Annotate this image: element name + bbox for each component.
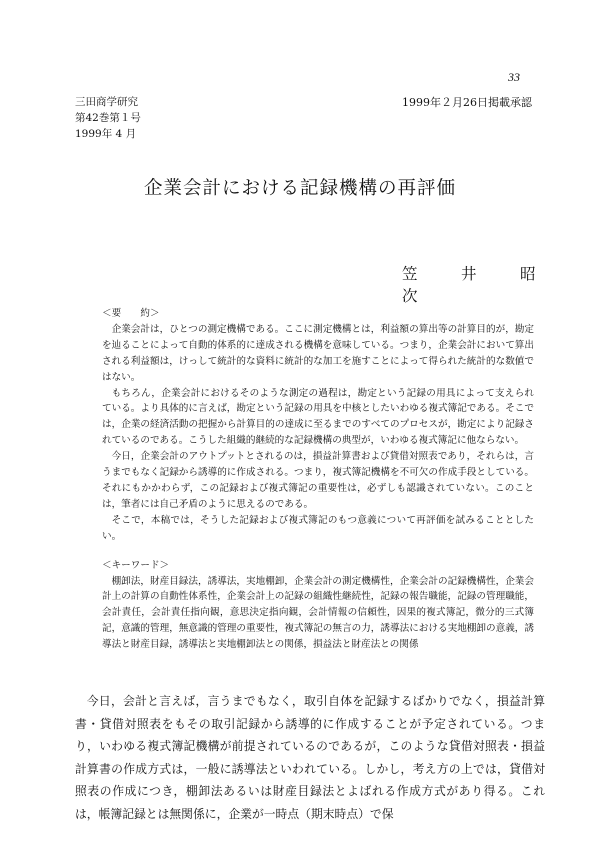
body-text xyxy=(75,690,545,825)
body-paragraph: 今日，会計と言えば，言うまでもなく，取引自体を記録するばかりでなく，損益計算書・貸借対照表をもその取引記録から誘導的に作成することが予定されている。つまり，いわゆる複式簿記機構が前提されているのであるが，このような貸借対照表・損益計算書の作成方式は，一般に誘導法といわれている。しかし，考え方の上では，貸借対照表の作成につき，棚卸法あるいは財産目録法とよばれる作成方式があり得る。これは，帳簿記録とは無関係に，企業が一時点（期末時点）で保 xyxy=(75,694,545,821)
paper-title: 企業会計における記録機構の再評価 xyxy=(143,178,456,199)
keywords-text: 棚卸法，財産目録法，誘導法，実地棚卸，企業会計の測定機構性，企業会計の記録機構性，企業会計上の計算の自動性体系性，企業会計上の記録の組織性継続性，記録の報告職能，記録の管理職能，会計責任，会計責任指向観，意思決定指向観，会計情報の信頼性，因果的複式簿記，微分的三式簿記，意識的管理，無意識的管理の重要性，複式簿記の無言の力，誘導法における実地棚卸の意義，誘導法と財産目録，誘導法と実地棚卸法との関係，損益法と財産法との関係 xyxy=(102,575,534,651)
abstract-paragraph: 企業会計は，ひとつの測定機構である。ここに測定機構とは，利益額の算出等の計算目的が，勘定を辿ることによって自動的体系的に達成される機構を意味している。つまり，企業会計において算出される利益額は，けっして統計的な資料に統計的な加工を施すことによって得られた統計的な数値ではない。 xyxy=(102,323,534,383)
abstract-paragraph: もちろん，企業会計におけるそのような測定の過程は，勘定という記録の用具によって支えられている。より具体的に言えば，勘定という記録の用具を中核としたいわゆる複式簿記である。そこでは，企業の経済活動の把握から計算目的の達成に至るまでのすべてのプロセスが，勘定により記録されているのである。こうした組織的継続的な記録機構の典型が，いわゆる複式簿記に他ならない。 xyxy=(102,387,534,447)
abstract-paragraph: 今日，企業会計のアウトプットとされるのは，損益計算書および貸借対照表であり，それらは，言うまでもなく記録から誘導的に作成される。つまり，複式簿記機構を不可欠の作成手段としている。それにもかかわらず，この記録および複式簿記の重要性は，必ずしも認識されていない。このことは，筆者には自己矛盾のように思えるのである。 xyxy=(102,451,534,510)
page-number: 33 xyxy=(508,70,520,84)
approval-date: 1999年２月26日掲載承認 xyxy=(402,96,532,109)
journal-date: 1999年 4 月 xyxy=(75,128,137,140)
author-name: 笠 井 昭 次 xyxy=(402,265,580,305)
abstract-paragraph: そこで，本稿では，そうした記録および複式簿記のもつ意義について再評価を試みることとしたい。 xyxy=(102,514,534,542)
journal-volume: 第42巻第１号 xyxy=(75,112,141,124)
abstract-heading: ＜要 約＞ xyxy=(102,308,160,319)
keywords-heading: ＜キーワード＞ xyxy=(102,559,170,571)
journal-name: 三田商学研究 xyxy=(75,96,138,108)
abstract-section xyxy=(102,306,534,653)
journal-info xyxy=(75,94,141,142)
